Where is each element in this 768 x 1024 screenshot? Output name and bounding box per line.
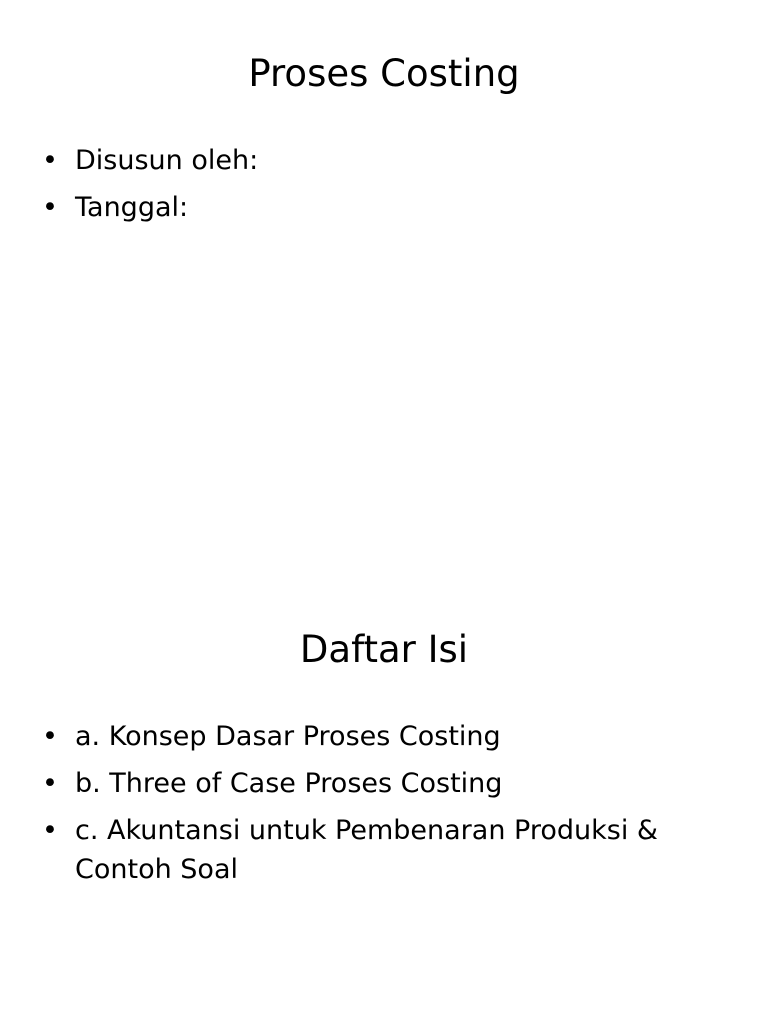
bullet-dot-icon: • xyxy=(42,815,58,846)
slide-title: Proses Costing xyxy=(248,52,520,95)
bullet-dot-icon: • xyxy=(42,768,58,799)
list-item xyxy=(42,764,702,803)
list-item-text: c. Akuntansi untuk Pembenaran Produksi & Contoh Soal xyxy=(75,815,658,885)
bullet-dot-icon: • xyxy=(42,721,58,752)
slide-table-of-contents xyxy=(0,576,768,1024)
list-item xyxy=(42,188,702,227)
slide-title: Daftar Isi xyxy=(299,628,469,671)
list-item xyxy=(42,141,702,180)
bullet-dot-icon: • xyxy=(42,145,58,176)
list-item-text: a. Konsep Dasar Proses Costing xyxy=(75,721,501,752)
bullet-list xyxy=(42,141,702,235)
bullet-dot-icon: • xyxy=(42,192,58,223)
list-item-text: Tanggal: xyxy=(75,192,189,223)
bullet-list xyxy=(42,717,702,897)
list-item-text: Disusun oleh: xyxy=(75,145,259,176)
list-item-text: b. Three of Case Proses Costing xyxy=(75,768,503,799)
list-item xyxy=(42,811,702,889)
list-item xyxy=(42,717,702,756)
